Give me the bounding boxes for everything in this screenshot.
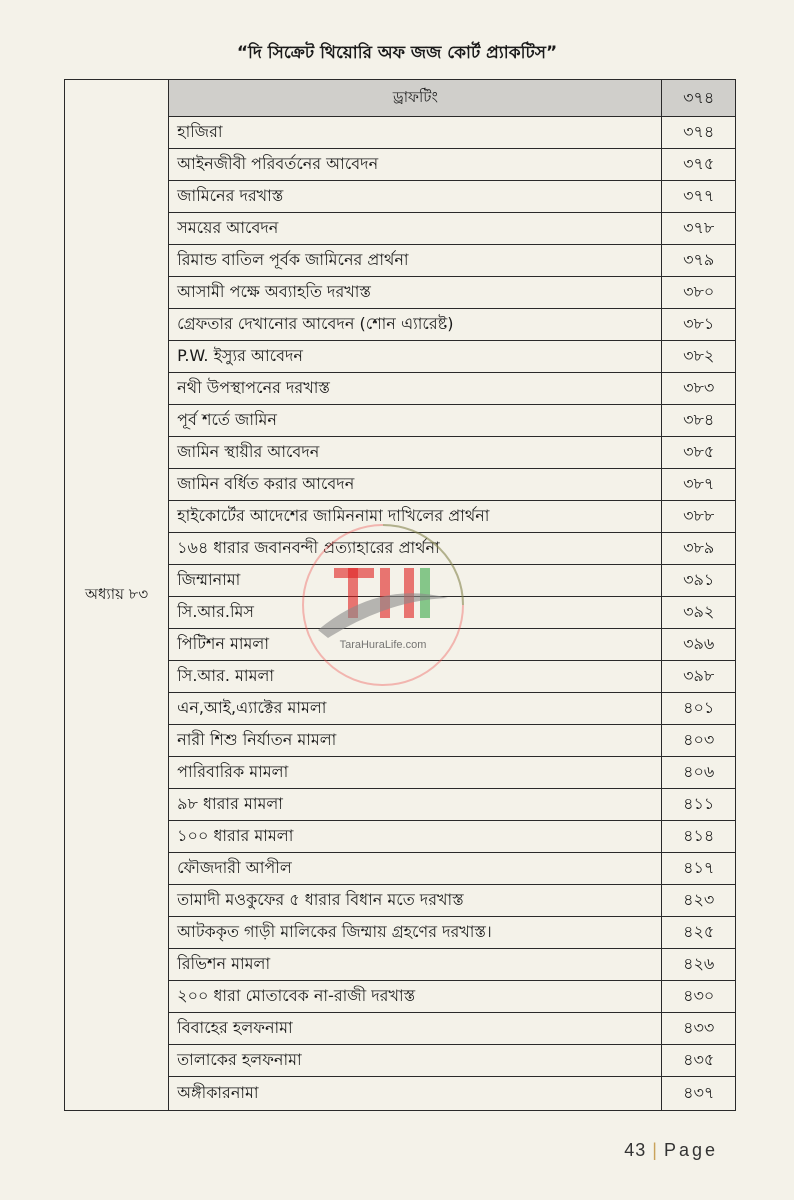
entry-page: ৩৯২ — [662, 597, 736, 629]
entry-page: ৪৩৩ — [662, 1013, 736, 1045]
entry-title: জামিন স্থায়ীর আবেদন — [169, 437, 662, 469]
entry-title: পিটিশন মামলা — [169, 629, 662, 661]
entry-title: হাইকোর্টের আদেশের জামিননামা দাখিলের প্রার্থনা — [169, 501, 662, 533]
entry-title: সি.আর. মামলা — [169, 661, 662, 693]
entry-page: ৩৯৬ — [662, 629, 736, 661]
entry-title: রিমান্ড বাতিল পূর্বক জামিনের প্রার্থনা — [169, 245, 662, 277]
section-heading-row — [65, 80, 736, 117]
entry-page: ৪০৩ — [662, 725, 736, 757]
watermark-text: TaraHuraLife.com — [339, 639, 427, 651]
book-title: “দি সিক্রেট থিয়োরি অফ জজ কোর্ট প্র্যাকটিস” — [236, 43, 558, 63]
entry-page: ৩৭৪ — [662, 117, 736, 149]
contents-table — [64, 79, 736, 1111]
entry-title: আইনজীবী পরিবর্তনের আবেদন — [169, 149, 662, 181]
entry-title: নথী উপস্থাপনের দরখাস্ত — [169, 373, 662, 405]
entry-page: ৪০১ — [662, 693, 736, 725]
entry-title: ফৌজদারী আপীল — [169, 853, 662, 885]
entry-page: ৩৭৮ — [662, 213, 736, 245]
entry-title: ১৬৪ ধারার জবানবন্দী প্রত্যাহারের প্রার্থনা — [169, 533, 662, 565]
entry-page: ৩৮৪ — [662, 405, 736, 437]
entry-page: ৪১১ — [662, 789, 736, 821]
entry-title: P.W. ইস্যুর আবেদন — [169, 341, 662, 373]
entry-page: ৪২৩ — [662, 885, 736, 917]
entry-title: তালাকের হলফনামা — [169, 1045, 662, 1077]
entry-page: ৩৮৮ — [662, 501, 736, 533]
entry-page: ৪১৭ — [662, 853, 736, 885]
entry-title: আসামী পক্ষে অব্যাহতি দরখাস্ত — [169, 277, 662, 309]
entry-page: ৩৮০ — [662, 277, 736, 309]
entry-page: ৩৭৫ — [662, 149, 736, 181]
entry-page: ৩৮৭ — [662, 469, 736, 501]
entry-page: ৩৮৯ — [662, 533, 736, 565]
entry-title: রিভিশন মামলা — [169, 949, 662, 981]
entry-page: ৩৯৮ — [662, 661, 736, 693]
entry-title: গ্রেফতার দেখানোর আবেদন (শোন এ্যারেষ্ট) — [169, 309, 662, 341]
entry-page: ৩৯১ — [662, 565, 736, 597]
entry-page: ৪২৫ — [662, 917, 736, 949]
entry-page: ৩৭৯ — [662, 245, 736, 277]
entry-page: ৪৩৭ — [662, 1077, 736, 1111]
entry-title: অঙ্গীকারনামা — [169, 1077, 662, 1111]
entry-title: ১০০ ধারার মামলা — [169, 821, 662, 853]
entry-title: জামিনের দরখাস্ত — [169, 181, 662, 213]
entry-page: ৩৮৩ — [662, 373, 736, 405]
entry-page: ৪২৬ — [662, 949, 736, 981]
chapter-label: অধ্যায় ৮৩ — [65, 80, 169, 1111]
entry-title: এন,আই,এ্যাক্টের মামলা — [169, 693, 662, 725]
entry-title: সময়ের আবেদন — [169, 213, 662, 245]
entry-page: ৪৩০ — [662, 981, 736, 1013]
section-heading: ড্রাফটিং — [169, 80, 662, 117]
entry-title: জিম্মানামা — [169, 565, 662, 597]
entry-title: নারী শিশু নির্যাতন মামলা — [169, 725, 662, 757]
entry-title: পূর্ব শর্তে জামিন — [169, 405, 662, 437]
entry-title: সি.আর.মিস — [169, 597, 662, 629]
entry-title: ২০০ ধারা মোতাবেক না-রাজী দরখাস্ত — [169, 981, 662, 1013]
entry-title: বিবাহের হলফনামা — [169, 1013, 662, 1045]
page-number: 43 — [624, 1140, 647, 1160]
entry-page: ৪০৬ — [662, 757, 736, 789]
entry-page: ৩৮৫ — [662, 437, 736, 469]
entry-title: হাজিরা — [169, 117, 662, 149]
section-page: ৩৭৪ — [662, 80, 736, 117]
page-word: Page — [663, 1140, 718, 1160]
entry-page: ৪১৪ — [662, 821, 736, 853]
page-footer — [624, 1140, 718, 1161]
entry-title: পারিবারিক মামলা — [169, 757, 662, 789]
footer-separator: | — [652, 1140, 658, 1160]
entry-page: ৪৩৫ — [662, 1045, 736, 1077]
contents-table-body — [65, 80, 736, 1111]
entry-page: ৩৮২ — [662, 341, 736, 373]
entry-title: ৯৮ ধারার মামলা — [169, 789, 662, 821]
entry-page: ৩৭৭ — [662, 181, 736, 213]
entry-page: ৩৮১ — [662, 309, 736, 341]
entry-title: জামিন বর্ধিত করার আবেদন — [169, 469, 662, 501]
entry-title: তামাদী মওকুফের ৫ ধারার বিধান মতে দরখাস্ত — [169, 885, 662, 917]
entry-title: আটককৃত গাড়ী মালিকের জিম্মায় গ্রহণের দরখাস্ত। — [169, 917, 662, 949]
